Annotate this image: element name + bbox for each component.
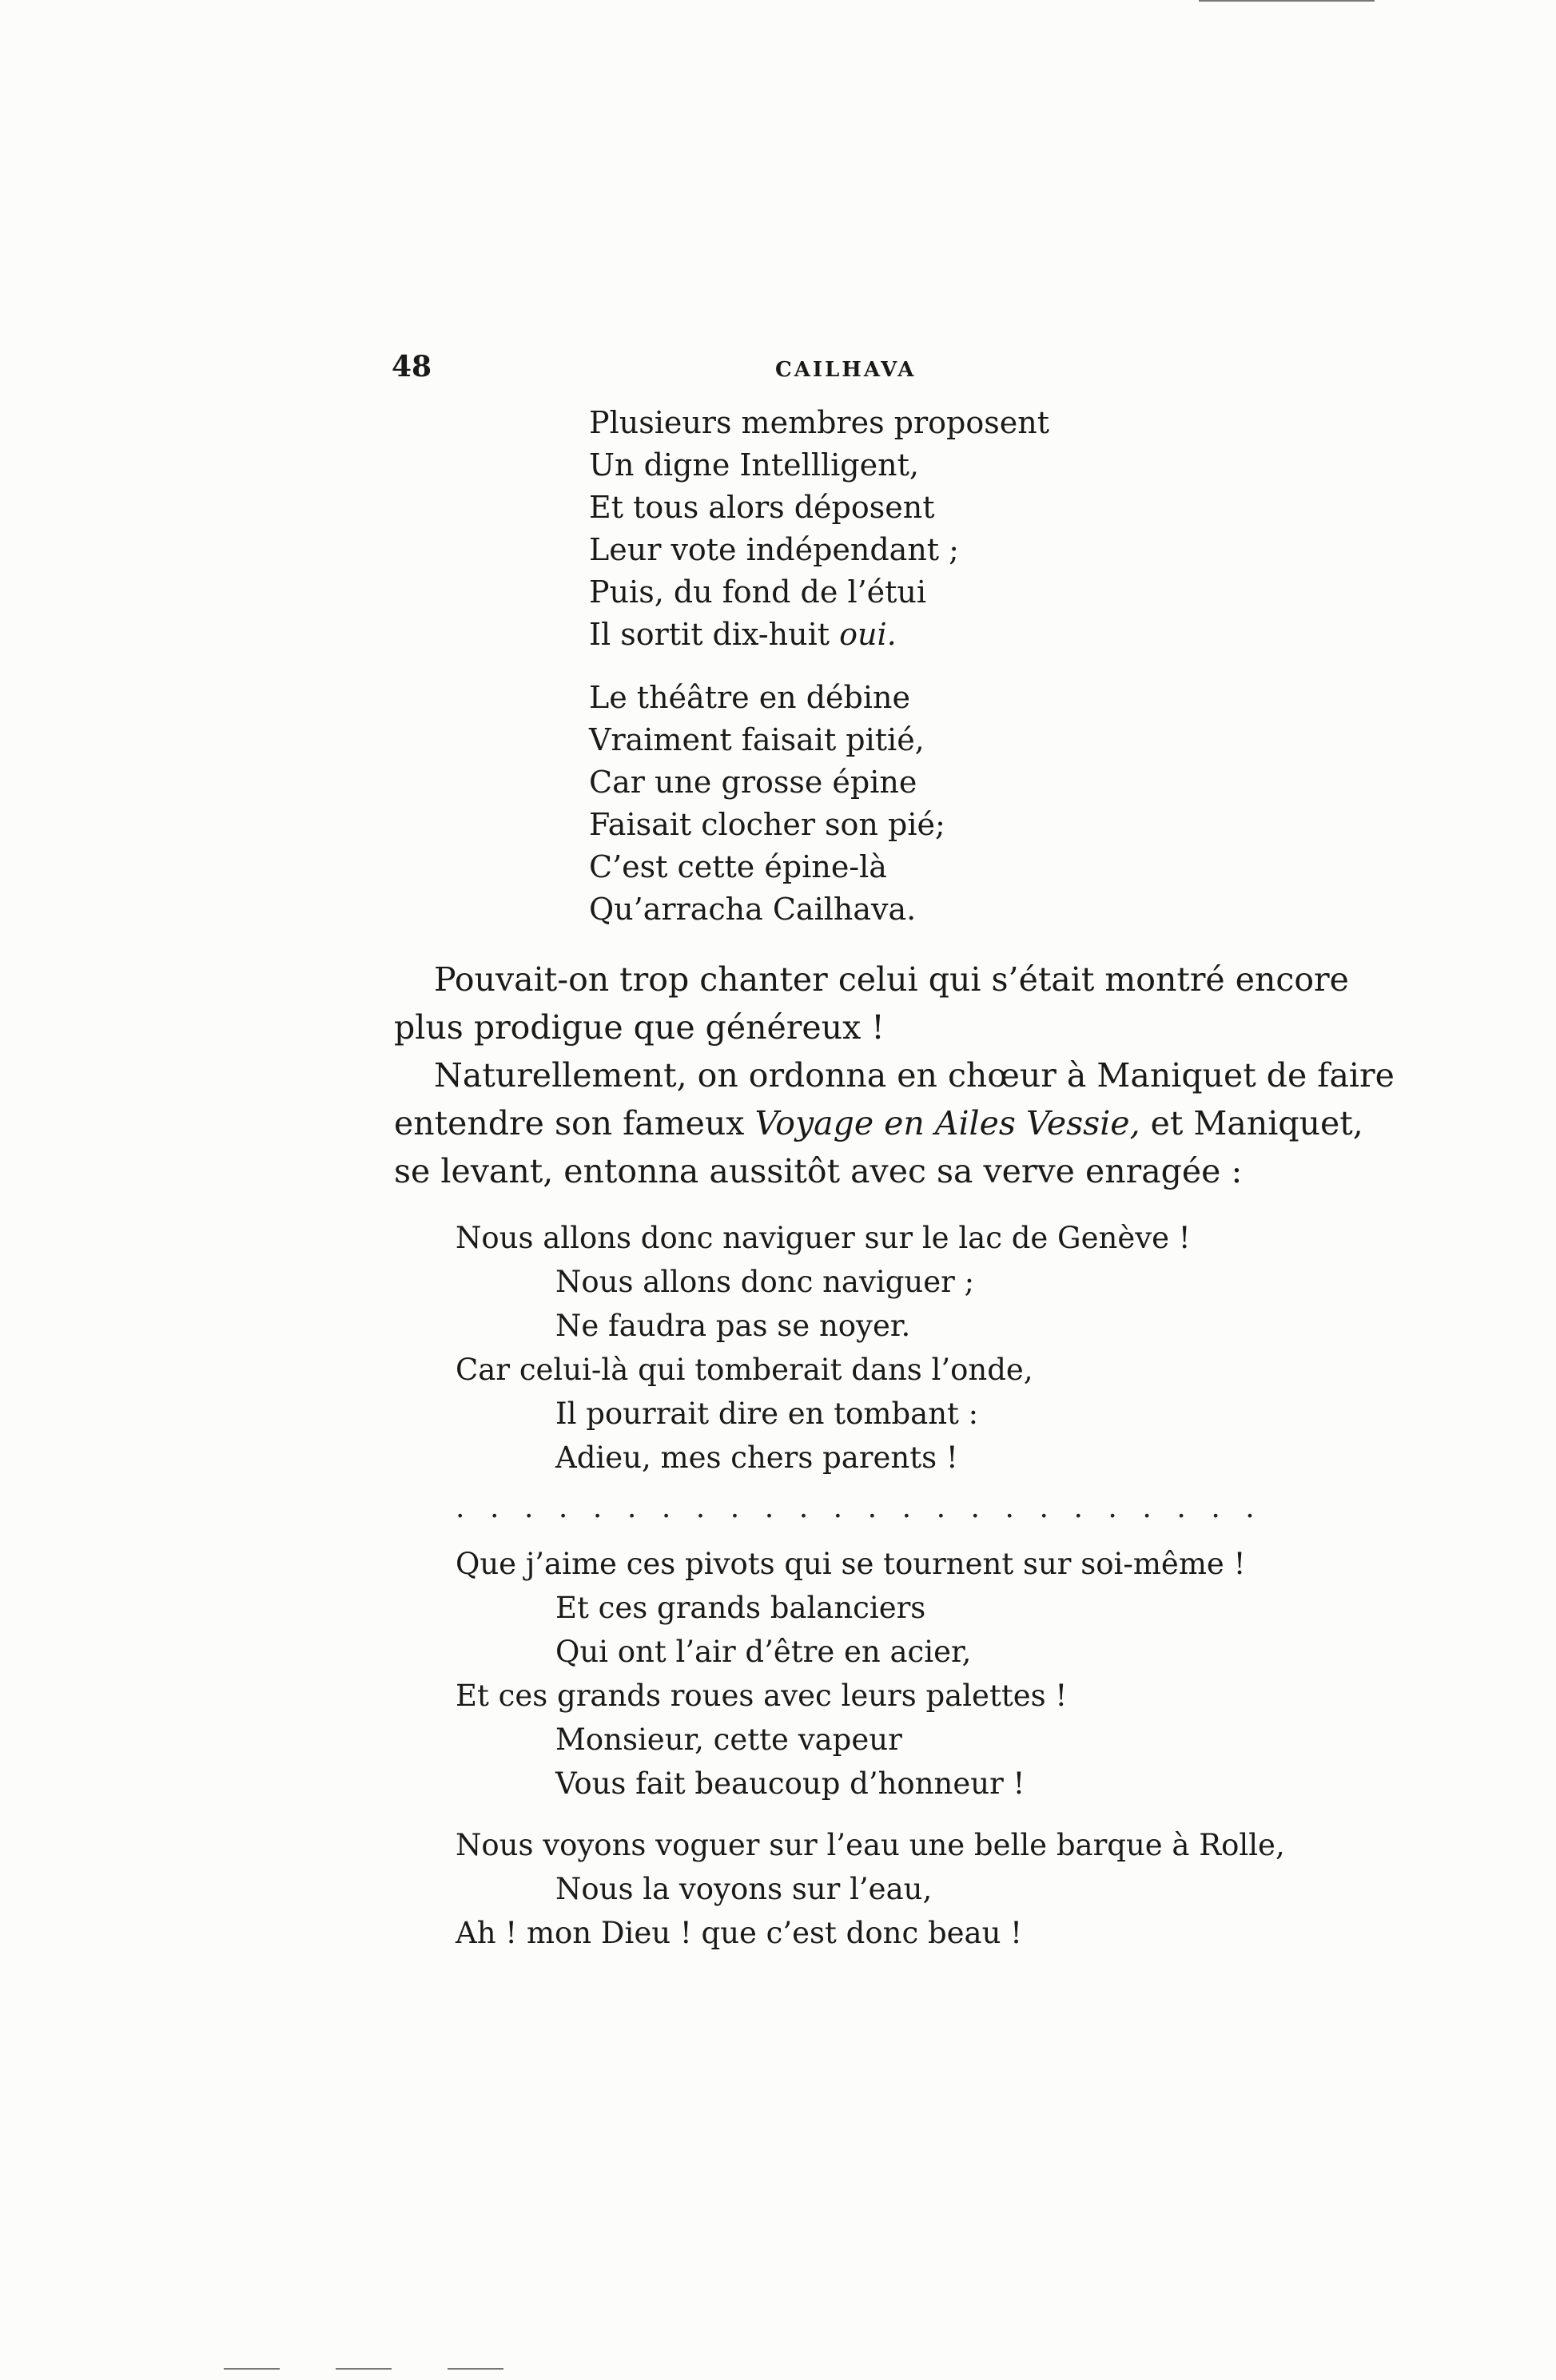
song-line: Vous fait beaucoup d’honneur ! [555, 1766, 1025, 1801]
paragraph-1 [394, 956, 1349, 1051]
ellipsis-dot: . [489, 1491, 499, 1524]
verse-line: Vraiment faisait pitié, [589, 722, 925, 757]
ellipsis-dot: . [1039, 1491, 1049, 1524]
ellipsis-dot: . [970, 1491, 980, 1524]
running-title: CAILHAVA [775, 358, 917, 382]
verse-line: Un digne Intellligent, [589, 447, 919, 483]
song-line: Nous la voyons sur l’eau, [555, 1872, 933, 1906]
verse-line: C’est cette épine-là [589, 849, 887, 884]
prose-line: se levant, entonna aussitôt avec sa verve enragée : [394, 1152, 1243, 1190]
song-verse-1 [456, 1216, 1191, 1480]
prose-line: Naturellement, on ordonna en chœur à Maniquet de faire [434, 1056, 1395, 1095]
poem-stanza-1 [589, 402, 1049, 656]
ellipsis-dots [456, 1491, 1255, 1524]
song-verse-3 [456, 1823, 1285, 1955]
ellipsis-dot: . [1108, 1491, 1117, 1524]
paragraph-2 [394, 1051, 1395, 1195]
italic-word: oui. [839, 617, 897, 652]
song-line: Nous allons donc naviguer sur le lac de Genève ! [456, 1221, 1191, 1255]
ellipsis-dot: . [901, 1491, 912, 1524]
ellipsis-dot: . [1142, 1491, 1152, 1524]
verse-line: Qu’arracha Cailhava. [589, 892, 917, 927]
ellipsis-dot: . [1176, 1491, 1186, 1524]
prose-line: Pouvait-on trop chanter celui qui s’était montré encore [434, 960, 1349, 999]
verse-line: Le théâtre en débine [589, 680, 910, 715]
song-title: Voyage en Ailes Vessie, [754, 1104, 1140, 1142]
page-number: 48 [392, 350, 432, 383]
song-line: Ne faudra pas se noyer. [555, 1309, 911, 1343]
prose-text: et Maniquet, [1140, 1104, 1363, 1142]
prose-line: plus prodigue que généreux ! [394, 1008, 885, 1047]
verse-line: Leur vote indépendant ; [589, 532, 959, 567]
ellipsis-dot: . [936, 1491, 946, 1524]
prose-text: entendre son fameux [394, 1104, 755, 1142]
verse-line: Et tous alors déposent [589, 490, 935, 525]
ellipsis-dot: . [456, 1491, 465, 1524]
song-line: Monsieur, cette vapeur [555, 1722, 902, 1757]
song-line: Qui ont l’air d’être en acier, [555, 1635, 972, 1669]
ellipsis-dot: . [1005, 1491, 1014, 1524]
ellipsis-dot: . [1211, 1491, 1220, 1524]
song-line: Il pourrait dire en tombant : [555, 1397, 979, 1431]
verse-line: Car une grosse épine [589, 765, 917, 800]
edge-rule [1271, 0, 1359, 2]
ellipsis-dot: . [558, 1491, 568, 1524]
verse-line: Faisait clocher son pié; [589, 807, 945, 842]
edge-rule [224, 2368, 280, 2370]
ellipsis-dot: . [1073, 1491, 1083, 1524]
song-line: Ah ! mon Dieu ! que c’est donc beau ! [456, 1916, 1023, 1950]
ellipsis-dot: . [764, 1491, 774, 1524]
verse-line [589, 614, 1049, 656]
song-verse-2 [456, 1542, 1245, 1806]
edge-rule [448, 2368, 503, 2370]
ellipsis-dot: . [661, 1491, 671, 1524]
ellipsis-dot: . [730, 1491, 740, 1524]
song-line: Adieu, mes chers parents ! [555, 1440, 958, 1475]
song-line: Nous voyons voguer sur l’eau une belle barque à Rolle, [456, 1828, 1285, 1862]
verse-text: Il sortit dix-huit [589, 617, 840, 652]
page-header [392, 350, 1255, 398]
song-line: Car celui-là qui tomberait dans l’onde, [456, 1353, 1033, 1387]
ellipsis-dot: . [833, 1491, 843, 1524]
ellipsis-dot: . [627, 1491, 637, 1524]
ellipsis-dot: . [1245, 1491, 1255, 1524]
edge-rule [336, 2368, 392, 2370]
song-line: Et ces grands roues avec leurs palettes ! [456, 1679, 1068, 1713]
poem-stanza-2 [589, 677, 945, 931]
ellipsis-dot: . [592, 1491, 603, 1524]
song-line: Que j’aime ces pivots qui se tournent sur soi-même ! [456, 1547, 1246, 1581]
ellipsis-dot: . [798, 1491, 809, 1524]
song-line: Nous allons donc naviguer ; [555, 1265, 975, 1299]
verse-line: Puis, du fond de l’étui [589, 574, 927, 610]
prose-line [394, 1099, 1363, 1147]
ellipsis-dot: . [695, 1491, 706, 1524]
ellipsis-dot: . [523, 1491, 534, 1524]
verse-line: Plusieurs membres proposent [589, 405, 1049, 440]
song-line: Et ces grands balanciers [555, 1591, 926, 1625]
ellipsis-dot: . [867, 1491, 877, 1524]
